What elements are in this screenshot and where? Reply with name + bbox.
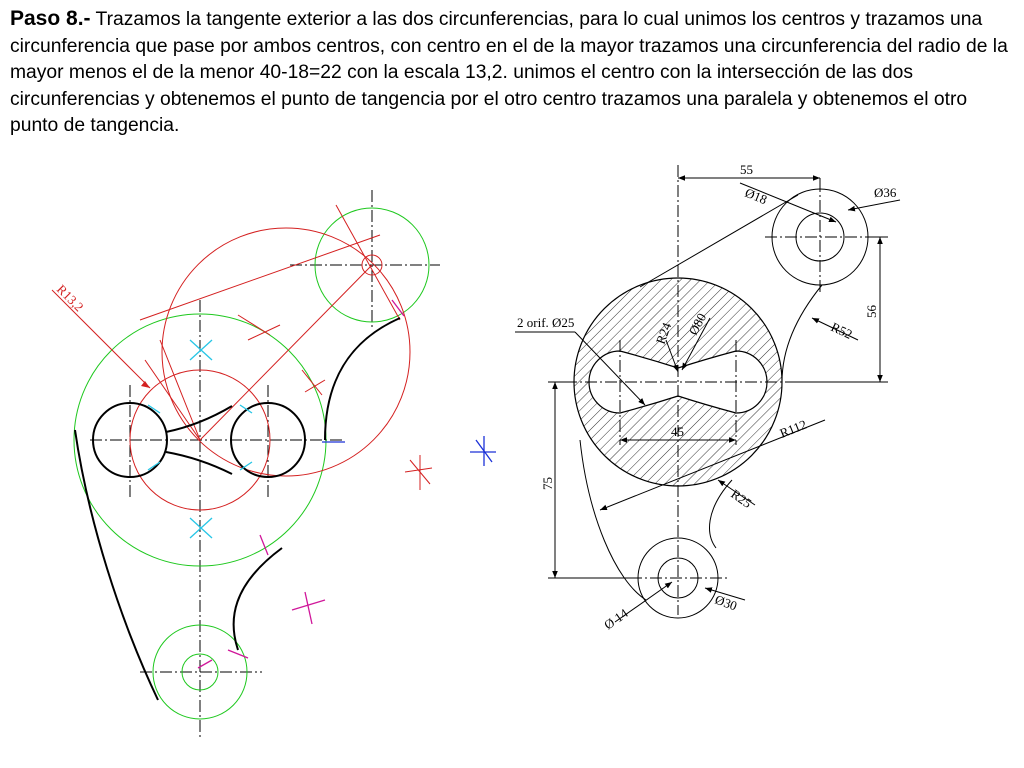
reference-drawing: [515, 162, 900, 632]
r25: R25: [728, 486, 755, 511]
dim-45: 45: [671, 424, 684, 439]
magenta-marks: [198, 300, 404, 668]
holes-dia-25: 2 orif. Ø25: [517, 315, 575, 330]
blue-marks: [322, 436, 496, 466]
dia-14: Ø 14: [601, 605, 631, 633]
r112: R112: [777, 416, 809, 441]
dim-75: 75: [540, 477, 555, 490]
red-construction-lines: [52, 205, 432, 510]
green-construction-circles: [74, 208, 429, 719]
construction-drawing: [52, 190, 496, 740]
dia-80: Ø80: [685, 310, 710, 338]
dia-18: Ø18: [742, 184, 770, 208]
dim-56: 56: [864, 305, 879, 318]
dim-55: 55: [740, 162, 753, 177]
r52: R52: [828, 319, 855, 342]
dia-30: Ø30: [712, 591, 740, 614]
construction-outline: [75, 318, 400, 700]
dia-36: Ø36: [874, 185, 897, 200]
r24: R24: [652, 320, 675, 347]
step-text: Trazamos la tangente exterior a las dos circunferencias, para lo cual unimos los centros y trazamos una circunferencia que pase por ambos centros, con centro en el de la mayor trazamos una circunferencia del radio de la mayor menos el de la menor 40-18=22 con la escala 13,2. unimos el centro con la intersección de las dos circunferencias y obtenemos el punto de tangencia por el otro centro trazamos una paralela y obtenemos el otro punto de tangencia.: [10, 9, 1008, 136]
r13-2-label: R13,2: [53, 281, 87, 315]
step-title: Paso 8.-: [10, 7, 91, 30]
